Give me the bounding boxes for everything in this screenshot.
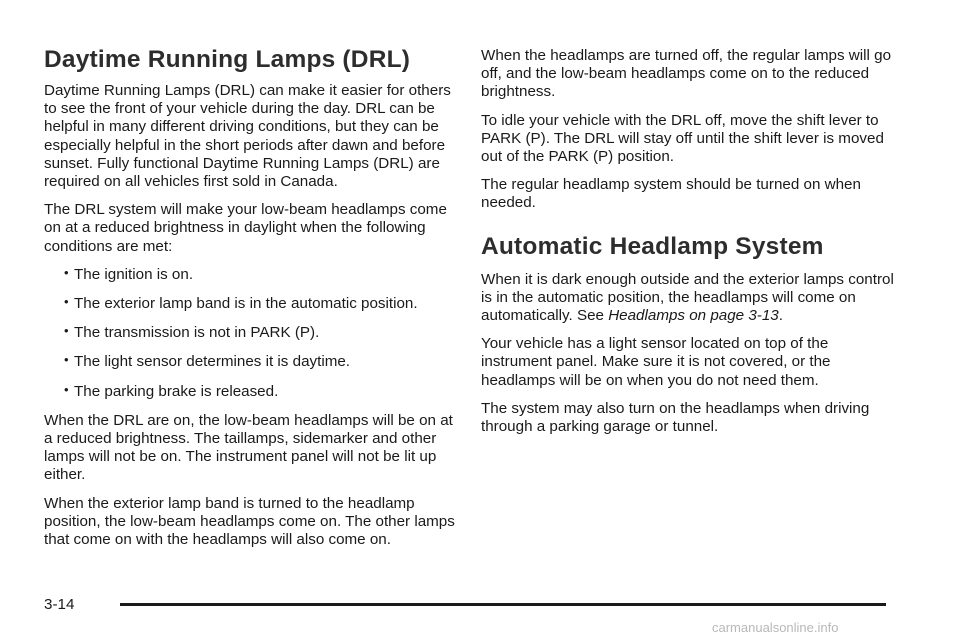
- paragraph: The regular headlamp system should be turned on when needed.: [481, 176, 861, 212]
- paragraph: When the headlamps are turned off, the regular lamps will go off, and the low-beam headlamps come on to the reduced brightness.: [481, 47, 892, 101]
- list-item: [44, 295, 464, 313]
- list-item: [44, 353, 464, 371]
- bullet-icon: •: [64, 323, 69, 339]
- list-item: [44, 324, 464, 342]
- paragraph: Daytime Running Lamps (DRL) can make it easier for others to see the front of your vehicle during the day. DRL can be helpful in many different driving conditions, but they can be especially helpful in the short periods after dawn and before sunset. Fully functional Daytime Running Lamps (DRL) are required on all vehicles first sold in Canada.: [44, 82, 451, 191]
- paragraph: To idle your vehicle with the DRL off, move the shift lever to PARK (P). The DRL will stay off until the shift lever is moved out of the PARK (P) position.: [481, 111, 884, 166]
- paragraph: [481, 271, 901, 326]
- list-item: [44, 383, 464, 401]
- paragraph: The DRL system will make your low-beam headlamps come on at a reduced brightness in daylight when the following conditions are met:: [44, 201, 447, 255]
- list-item-text: The ignition is on.: [74, 265, 194, 283]
- bullet-icon: •: [64, 381, 69, 397]
- list-item-text: The parking brake is released.: [74, 382, 279, 400]
- paragraph: When the exterior lamp band is turned to the headlamp position, the low-beam headlamps come on. The other lamps that come on with the headlamps will also come on.: [44, 494, 455, 549]
- cross-reference-link[interactable]: Headlamps on page 3-13: [608, 307, 779, 325]
- page-number: 3-14: [44, 596, 75, 613]
- list-item-text: The light sensor determines it is daytime.: [74, 353, 351, 371]
- section-heading-auto-headlamp: Automatic Headlamp System: [481, 232, 824, 260]
- bullet-icon: •: [64, 264, 69, 280]
- list-item-text: The exterior lamp band is in the automatic position.: [74, 295, 418, 313]
- bullet-icon: •: [64, 352, 69, 368]
- list-item-text: The transmission is not in PARK (P).: [74, 324, 320, 342]
- paragraph: The system may also turn on the headlamps when driving through a parking garage or tunnel.: [481, 399, 870, 436]
- paragraph-text: When it is dark enough outside and the exterior lamps control is in the automatic position, the headlamps will come on automatically. See: [481, 270, 894, 325]
- footer-rule: [120, 603, 886, 606]
- list-item: [44, 266, 464, 284]
- left-column: [44, 0, 464, 559]
- watermark: carmanualsonline.info: [712, 620, 839, 635]
- paragraph-end: .: [778, 307, 783, 325]
- paragraph: When the DRL are on, the low-beam headlamps will be on at a reduced brightness. The taillamps, sidemarker and other lamps will not be on. The instrument panel will not be lit up either.: [44, 411, 453, 484]
- conditions-list: [44, 266, 464, 401]
- paragraph: Your vehicle has a light sensor located on top of the instrument panel. Make sure it is not covered, or the headlamps will be on when you do not need them.: [481, 335, 831, 389]
- bullet-icon: •: [64, 294, 69, 310]
- right-column: [481, 0, 901, 446]
- section-heading-drl: Daytime Running Lamps (DRL): [44, 46, 411, 73]
